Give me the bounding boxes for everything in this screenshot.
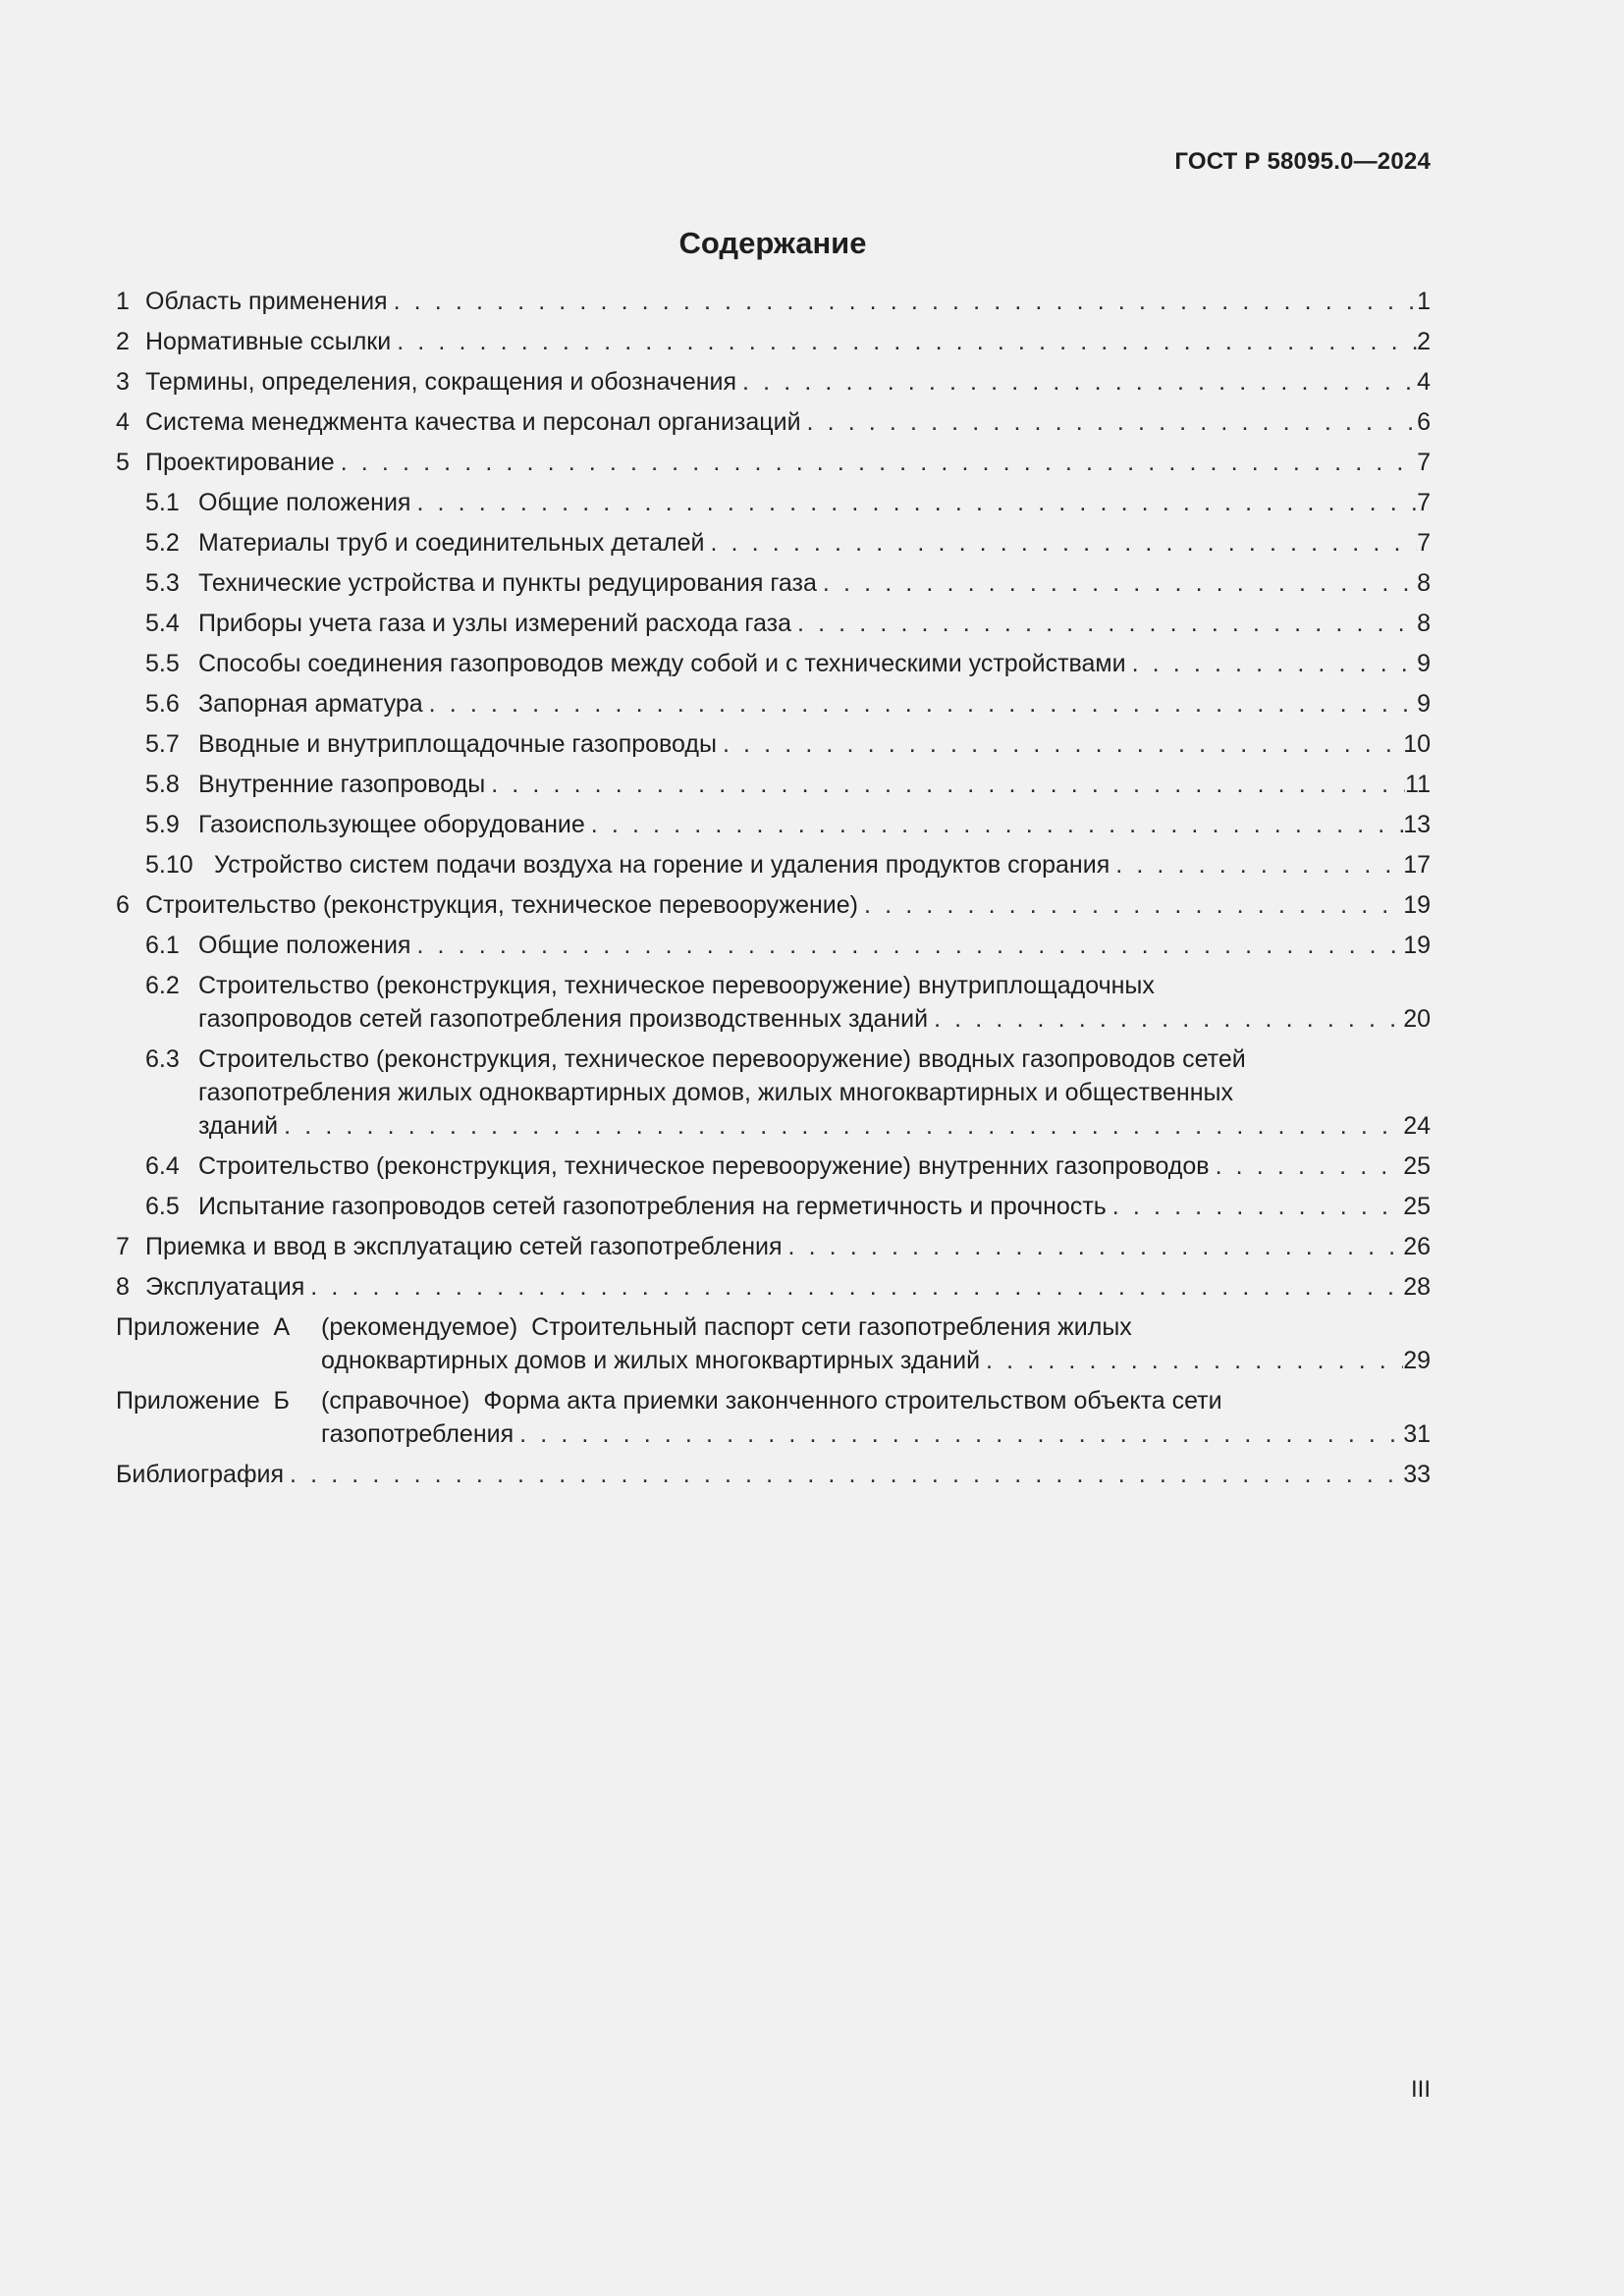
toc-entry-page: 8 — [1417, 610, 1431, 637]
toc-entry-page: 28 — [1403, 1273, 1431, 1301]
toc-entry-title-line: Строительство (реконструкция, техническое перевооружение) внутриплощадочных — [198, 972, 1155, 999]
dot-leader — [791, 607, 1417, 640]
dot-leader — [585, 808, 1403, 841]
toc-entry-title: зданий — [198, 1112, 279, 1140]
toc-entry-title: Область применения — [145, 288, 388, 315]
toc-entry-title: Технические устройства и пункты редуцирования газа — [198, 569, 817, 597]
dot-leader — [335, 446, 1417, 479]
toc-entry-page: 2 — [1417, 328, 1431, 355]
toc-entry-title: Общие положения — [198, 932, 411, 959]
dot-leader — [928, 1002, 1403, 1036]
document-code: ГОСТ Р 58095.0—2024 — [1174, 148, 1431, 175]
toc-entry-page: 17 — [1403, 851, 1431, 879]
toc-entry-number: 5 — [116, 449, 130, 476]
toc-entry-page: 10 — [1403, 730, 1431, 758]
toc-entry-page: 26 — [1403, 1233, 1431, 1260]
dot-leader — [410, 486, 1417, 519]
toc-entry-title: Термины, определения, сокращения и обозначения — [145, 368, 737, 396]
dot-leader — [736, 365, 1417, 399]
dot-leader — [391, 325, 1417, 358]
dot-leader — [514, 1417, 1403, 1451]
dot-leader — [410, 929, 1403, 962]
toc-entry-number: 5.10 — [145, 851, 193, 879]
toc-entry-number: 6.5 — [145, 1193, 180, 1220]
dot-leader — [858, 888, 1403, 922]
toc-entry-number: 5.2 — [145, 529, 180, 557]
toc-entry-6-3[interactable] — [116, 1042, 1431, 1143]
toc-entry-1[interactable] — [116, 285, 1431, 318]
toc-entry-number: 3 — [116, 368, 130, 396]
toc-entry-5-2[interactable] — [116, 526, 1431, 560]
toc-entry-title: Эксплуатация — [145, 1273, 305, 1301]
toc-entry-page: 25 — [1403, 1152, 1431, 1180]
toc-entry-appendix-a[interactable] — [116, 1310, 1431, 1377]
page-number: III — [1410, 2076, 1431, 2103]
toc-entry-page: 13 — [1403, 811, 1431, 838]
toc-entry-page: 11 — [1405, 771, 1431, 798]
toc-entry-number: 5.8 — [145, 771, 180, 798]
toc-entry-title-line: Строительство (реконструкция, техническое перевооружение) вводных газопроводов сетей — [198, 1045, 1246, 1073]
toc-entry-number: 8 — [116, 1273, 130, 1301]
toc-entry-page: 8 — [1417, 569, 1431, 597]
toc-entry-title: газопотребления — [321, 1420, 514, 1448]
toc-entry-number: 5.5 — [145, 650, 180, 677]
toc-entry-appendix-b[interactable] — [116, 1384, 1431, 1451]
toc-entry-number: 4 — [116, 408, 130, 436]
toc-entry-3[interactable] — [116, 365, 1431, 399]
toc-entry-title: Библиография — [116, 1461, 285, 1488]
toc-entry-page: 4 — [1417, 368, 1431, 396]
toc-entry-number: 7 — [116, 1233, 130, 1260]
toc-entry-number: 5.9 — [145, 811, 180, 838]
toc-entry-6[interactable] — [116, 888, 1431, 922]
toc-entry-number: 6.1 — [145, 932, 180, 959]
toc-entry-page: 19 — [1403, 932, 1431, 959]
toc-entry-number: 2 — [116, 328, 130, 355]
dot-leader — [1210, 1149, 1404, 1183]
toc-entry-title: Нормативные ссылки — [145, 328, 392, 355]
toc-entry-4[interactable] — [116, 405, 1431, 439]
toc-entry-title: Газоиспользующее оборудование — [198, 811, 585, 838]
toc-entry-page: 7 — [1417, 489, 1431, 516]
dot-leader — [801, 405, 1418, 439]
toc-entry-number: 5.3 — [145, 569, 180, 597]
dot-leader — [704, 526, 1417, 560]
dot-leader — [1126, 647, 1418, 680]
toc-entry-5-8[interactable] — [116, 768, 1431, 801]
toc-entry-page: 6 — [1417, 408, 1431, 436]
toc-entry-title: Приемка и ввод в эксплуатацию сетей газопотребления — [145, 1233, 783, 1260]
toc-entry-6-2[interactable] — [116, 969, 1431, 1036]
toc-entry-number: 5.1 — [145, 489, 180, 516]
toc-entry-title: Приборы учета газа и узлы измерений расхода газа — [198, 610, 791, 637]
toc-entry-title: Проектирование — [145, 449, 335, 476]
toc-entry-page: 7 — [1417, 529, 1431, 557]
toc-entry-page: 9 — [1417, 650, 1431, 677]
toc-entry-title: Общие положения — [198, 489, 411, 516]
toc-entry-title: Внутренние газопроводы — [198, 771, 486, 798]
dot-leader — [284, 1458, 1403, 1491]
toc-entry-title-line: (рекомендуемое) Строительный паспорт сети газопотребления жилых — [321, 1313, 1132, 1341]
toc-entry-number: 6.2 — [145, 972, 180, 999]
table-of-contents — [116, 285, 1431, 1498]
toc-entry-page: 20 — [1403, 1005, 1431, 1033]
toc-entry-title-line: газопотребления жилых одноквартирных домов, жилых многоквартирных и общественных — [198, 1079, 1233, 1106]
dot-leader — [817, 566, 1417, 600]
toc-entry-page: 24 — [1403, 1112, 1431, 1140]
toc-entry-page: 33 — [1403, 1461, 1431, 1488]
toc-entry-page: 25 — [1403, 1193, 1431, 1220]
toc-entry-page: 9 — [1417, 690, 1431, 718]
toc-entry-6-5[interactable] — [116, 1190, 1431, 1223]
toc-entry-title: Строительство (реконструкция, техническое перевооружение) внутренних газопроводов — [198, 1152, 1210, 1180]
toc-entry-title: газопроводов сетей газопотребления производственных зданий — [198, 1005, 929, 1033]
toc-entry-number: Приложение Б — [116, 1387, 290, 1415]
toc-entry-page: 19 — [1403, 891, 1431, 919]
dot-leader — [980, 1344, 1403, 1377]
toc-entry-number: 5.4 — [145, 610, 180, 637]
dot-leader — [485, 768, 1405, 801]
dot-leader — [304, 1270, 1403, 1304]
toc-entry-title: Вводные и внутриплощадочные газопроводы — [198, 730, 717, 758]
toc-entry-5-10[interactable] — [116, 848, 1431, 881]
toc-entry-page: 1 — [1417, 288, 1431, 315]
toc-entry-title: Материалы труб и соединительных деталей — [198, 529, 705, 557]
toc-entry-number: 6 — [116, 891, 130, 919]
toc-entry-number: Приложение А — [116, 1313, 291, 1341]
toc-entry-7[interactable] — [116, 1230, 1431, 1263]
dot-leader — [278, 1109, 1403, 1143]
toc-entry-number: 5.7 — [145, 730, 180, 758]
toc-entry-title: Способы соединения газопроводов между собой и с техническими устройствами — [198, 650, 1126, 677]
toc-entry-5-5[interactable] — [116, 647, 1431, 680]
dot-leader — [423, 687, 1417, 721]
toc-entry-6-4[interactable] — [116, 1149, 1431, 1183]
dot-leader — [1107, 1190, 1403, 1223]
dot-leader — [1110, 848, 1403, 881]
toc-entry-title-line: (справочное) Форма акта приемки законченного строительством объекта сети — [321, 1387, 1222, 1415]
toc-entry-5[interactable] — [116, 446, 1431, 479]
dot-leader — [783, 1230, 1404, 1263]
toc-entry-title: Строительство (реконструкция, техническое перевооружение) — [145, 891, 859, 919]
toc-entry-8[interactable] — [116, 1270, 1431, 1304]
toc-entry-number: 5.6 — [145, 690, 180, 718]
toc-entry-page: 31 — [1403, 1420, 1431, 1448]
toc-entry-title: одноквартирных домов и жилых многоквартирных зданий — [321, 1347, 981, 1374]
toc-entry-5-7[interactable] — [116, 727, 1431, 761]
dot-leader — [388, 285, 1418, 318]
toc-entry-5-3[interactable] — [116, 566, 1431, 600]
toc-entry-number: 6.4 — [145, 1152, 180, 1180]
toc-entry-page: 29 — [1403, 1347, 1431, 1374]
toc-entry-6-1[interactable] — [116, 929, 1431, 962]
toc-entry-number: 6.3 — [145, 1045, 180, 1073]
toc-entry-5-1[interactable] — [116, 486, 1431, 519]
toc-entry-title: Устройство систем подачи воздуха на горение и удаления продуктов сгорания — [214, 851, 1110, 879]
toc-entry-number: 1 — [116, 288, 130, 315]
toc-entry-5-6[interactable] — [116, 687, 1431, 721]
toc-entry-5-4[interactable] — [116, 607, 1431, 640]
toc-title: Содержание — [678, 226, 867, 260]
dot-leader — [717, 727, 1403, 761]
toc-entry-title: Запорная арматура — [198, 690, 423, 718]
toc-entry-2[interactable] — [116, 325, 1431, 358]
toc-entry-bibliography[interactable] — [116, 1458, 1431, 1491]
toc-entry-page: 7 — [1417, 449, 1431, 476]
toc-entry-title: Система менеджмента качества и персонал организаций — [145, 408, 801, 436]
toc-entry-5-9[interactable] — [116, 808, 1431, 841]
toc-entry-title: Испытание газопроводов сетей газопотребления на герметичность и прочность — [198, 1193, 1107, 1220]
